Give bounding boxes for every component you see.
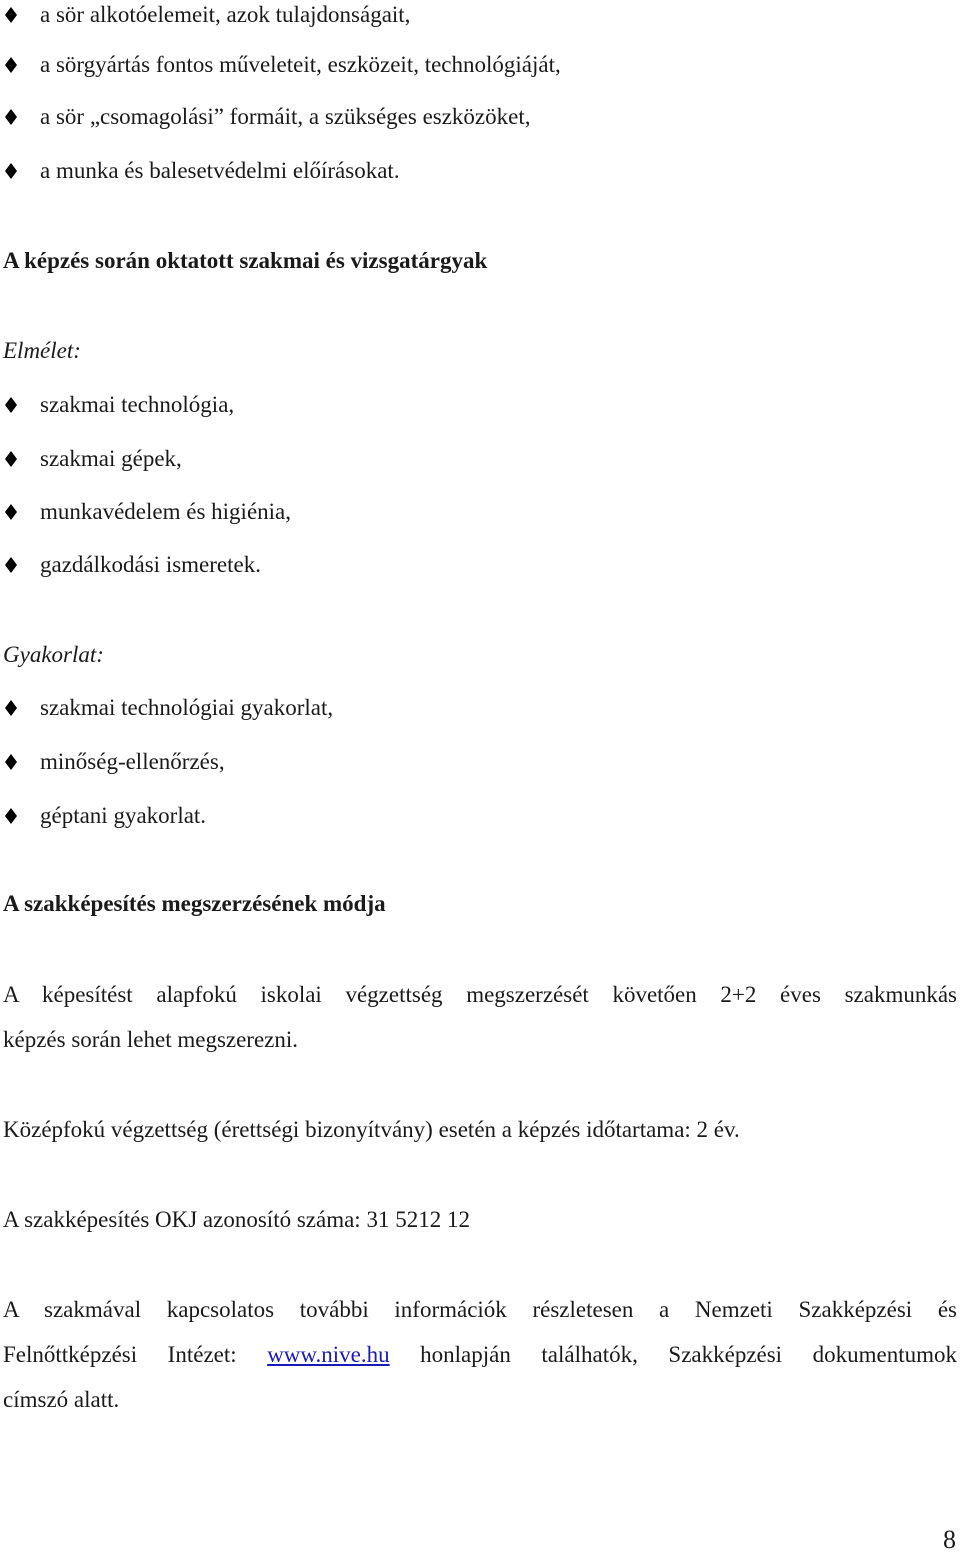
diamond-bullet-icon (2, 56, 20, 74)
diamond-bullet-icon (2, 556, 20, 574)
list-item-text: géptani gyakorlat. (40, 803, 207, 828)
list-item-text: a sör „csomagolási” formáit, a szükséges eszközöket, (40, 104, 531, 129)
paragraph-line: képzés során lehet megszerezni. (3, 1027, 299, 1052)
paragraph-line: A szakképesítés OKJ azonosító száma: 31 5212 12 (3, 1207, 470, 1232)
diamond-bullet-icon (2, 6, 20, 24)
section-heading-method: A szakképesítés megszerzésének módja (3, 891, 386, 916)
practice-label: Gyakorlat: (3, 642, 104, 667)
list-item-text: a sör alkotóelemeit, azok tulajdonságait, (40, 2, 411, 27)
list-item-text: a sörgyártás fontos műveleteit, eszközeit, technológiáját, (40, 52, 561, 77)
paragraph-line (3, 1340, 957, 1370)
list-item-text: szakmai technológiai gyakorlat, (40, 695, 334, 720)
paragraph-line: címszó alatt. (3, 1387, 120, 1412)
diamond-bullet-icon (2, 753, 20, 771)
theory-label: Elmélet: (3, 338, 81, 363)
diamond-bullet-icon (2, 162, 20, 180)
paragraph-line: Középfokú végzettség (érettségi bizonyítvány) esetén a képzés időtartama: 2 év. (3, 1117, 740, 1142)
list-item-text: szakmai gépek, (40, 446, 182, 471)
section-heading-subjects: A képzés során oktatott szakmai és vizsgatárgyak (3, 248, 488, 273)
nive-link[interactable]: www.nive.hu (267, 1342, 390, 1367)
diamond-bullet-icon (2, 503, 20, 521)
diamond-bullet-icon (2, 699, 20, 717)
diamond-bullet-icon (2, 108, 20, 126)
diamond-bullet-icon (2, 807, 20, 825)
list-item-text: minőség-ellenőrzés, (40, 749, 225, 774)
paragraph-text: honlapján találhatók, Szakképzési dokumentumok (389, 1342, 957, 1367)
page-number: 8 (943, 1525, 956, 1554)
diamond-bullet-icon (2, 396, 20, 414)
list-item-text: munkavédelem és higiénia, (40, 499, 292, 524)
list-item-text: szakmai technológia, (40, 392, 235, 417)
paragraph-line: A képesítést alapfokú iskolai végzettség megszerzését követően 2+2 éves szakmunkás (3, 982, 957, 1007)
paragraph-line: A szakmával kapcsolatos további információk részletesen a Nemzeti Szakképzési és (3, 1297, 957, 1322)
list-item-text: gazdálkodási ismeretek. (40, 552, 261, 577)
list-item-text: a munka és balesetvédelmi előírásokat. (40, 158, 400, 183)
diamond-bullet-icon (2, 450, 20, 468)
paragraph-text: Felnőttképzési Intézet: (3, 1342, 268, 1367)
